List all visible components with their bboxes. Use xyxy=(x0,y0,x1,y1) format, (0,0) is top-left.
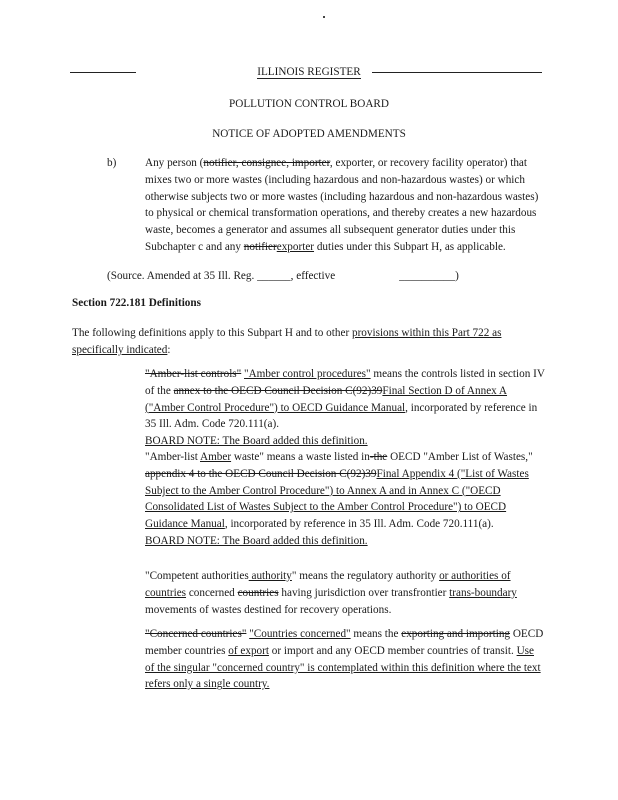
speck xyxy=(323,16,325,18)
definition-amber-controls: "Amber-list controls" "Amber control procedures" means the controls listed in section IV of the annex to the OECD Council Decision C(92)39Final Section D of Annex A ("Amber Control Procedure") to OECD Guidance Manual, incorporated by reference in 35 Ill. Adm. Code 720.111(a). BOARD NOTE: The Board added this definition. xyxy=(145,368,545,448)
subsection-label: b) xyxy=(107,157,117,169)
source-note: (Source. Amended at 35 Ill. Reg. ______, effective __________) xyxy=(107,270,459,282)
board-name: POLLUTION CONTROL BOARD xyxy=(229,98,389,110)
intro-paragraph: The following definitions apply to this Subpart H and to other provisions within this Part 722 as specifically indicated: xyxy=(72,327,502,356)
section-heading: Section 722.181 Definitions xyxy=(72,297,201,309)
definition-competent-authority: "Competent authorities authority" means the regulatory authority or authorities of countries concerned countries having jurisdiction over transfrontier trans-boundary movements of wastes destined for recovery operations. xyxy=(145,570,517,616)
subsection-b-text: Any person (notifier, consignee, importer, exporter, or recovery facility operator) that mixes two or more wastes (including hazardous and non-hazardous wastes) or which otherwise subjects two or more wastes (including hazardous and non-hazardous wastes) to physical or chemical transformation operations, and thereby creates a new hazardous waste, becomes a generator and assumes all subsequent generator duties under this Subchapter c and any notifierexporter duties under this Subpart H, as applicable. xyxy=(145,157,539,253)
notice-title: NOTICE OF ADOPTED AMENDMENTS xyxy=(212,128,406,140)
board-note: BOARD NOTE: The Board added this definition. xyxy=(145,435,368,448)
register-title: ILLINOIS REGISTER xyxy=(257,66,361,78)
definition-countries-concerned: "Concerned countries" "Countries concerned" means the exporting and importing OECD member countries of export or import and any OECD member countries of transit. Use of the singular "concerned country" is contemplated within this definition where the text refers only a single country. xyxy=(145,628,544,691)
definition-amber-waste: "Amber-list Amber waste" means a waste listed in-the OECD "Amber List of Wastes," appendix 4 to the OECD Council Decision C(92)39Final Appendix 4 ("List of Wastes Subject to the Amber Control Procedure") to Annex A and in Annex C ("OECD Consolidated List of Wastes Subject to the Amber Control Procedure") to OECD Guidance Manual, incorporated by reference in 35 Ill. Adm. Code 720.111(a). BOARD NOTE: The Board added this definition. xyxy=(145,451,533,547)
board-note: BOARD NOTE: The Board xyxy=(145,534,273,547)
